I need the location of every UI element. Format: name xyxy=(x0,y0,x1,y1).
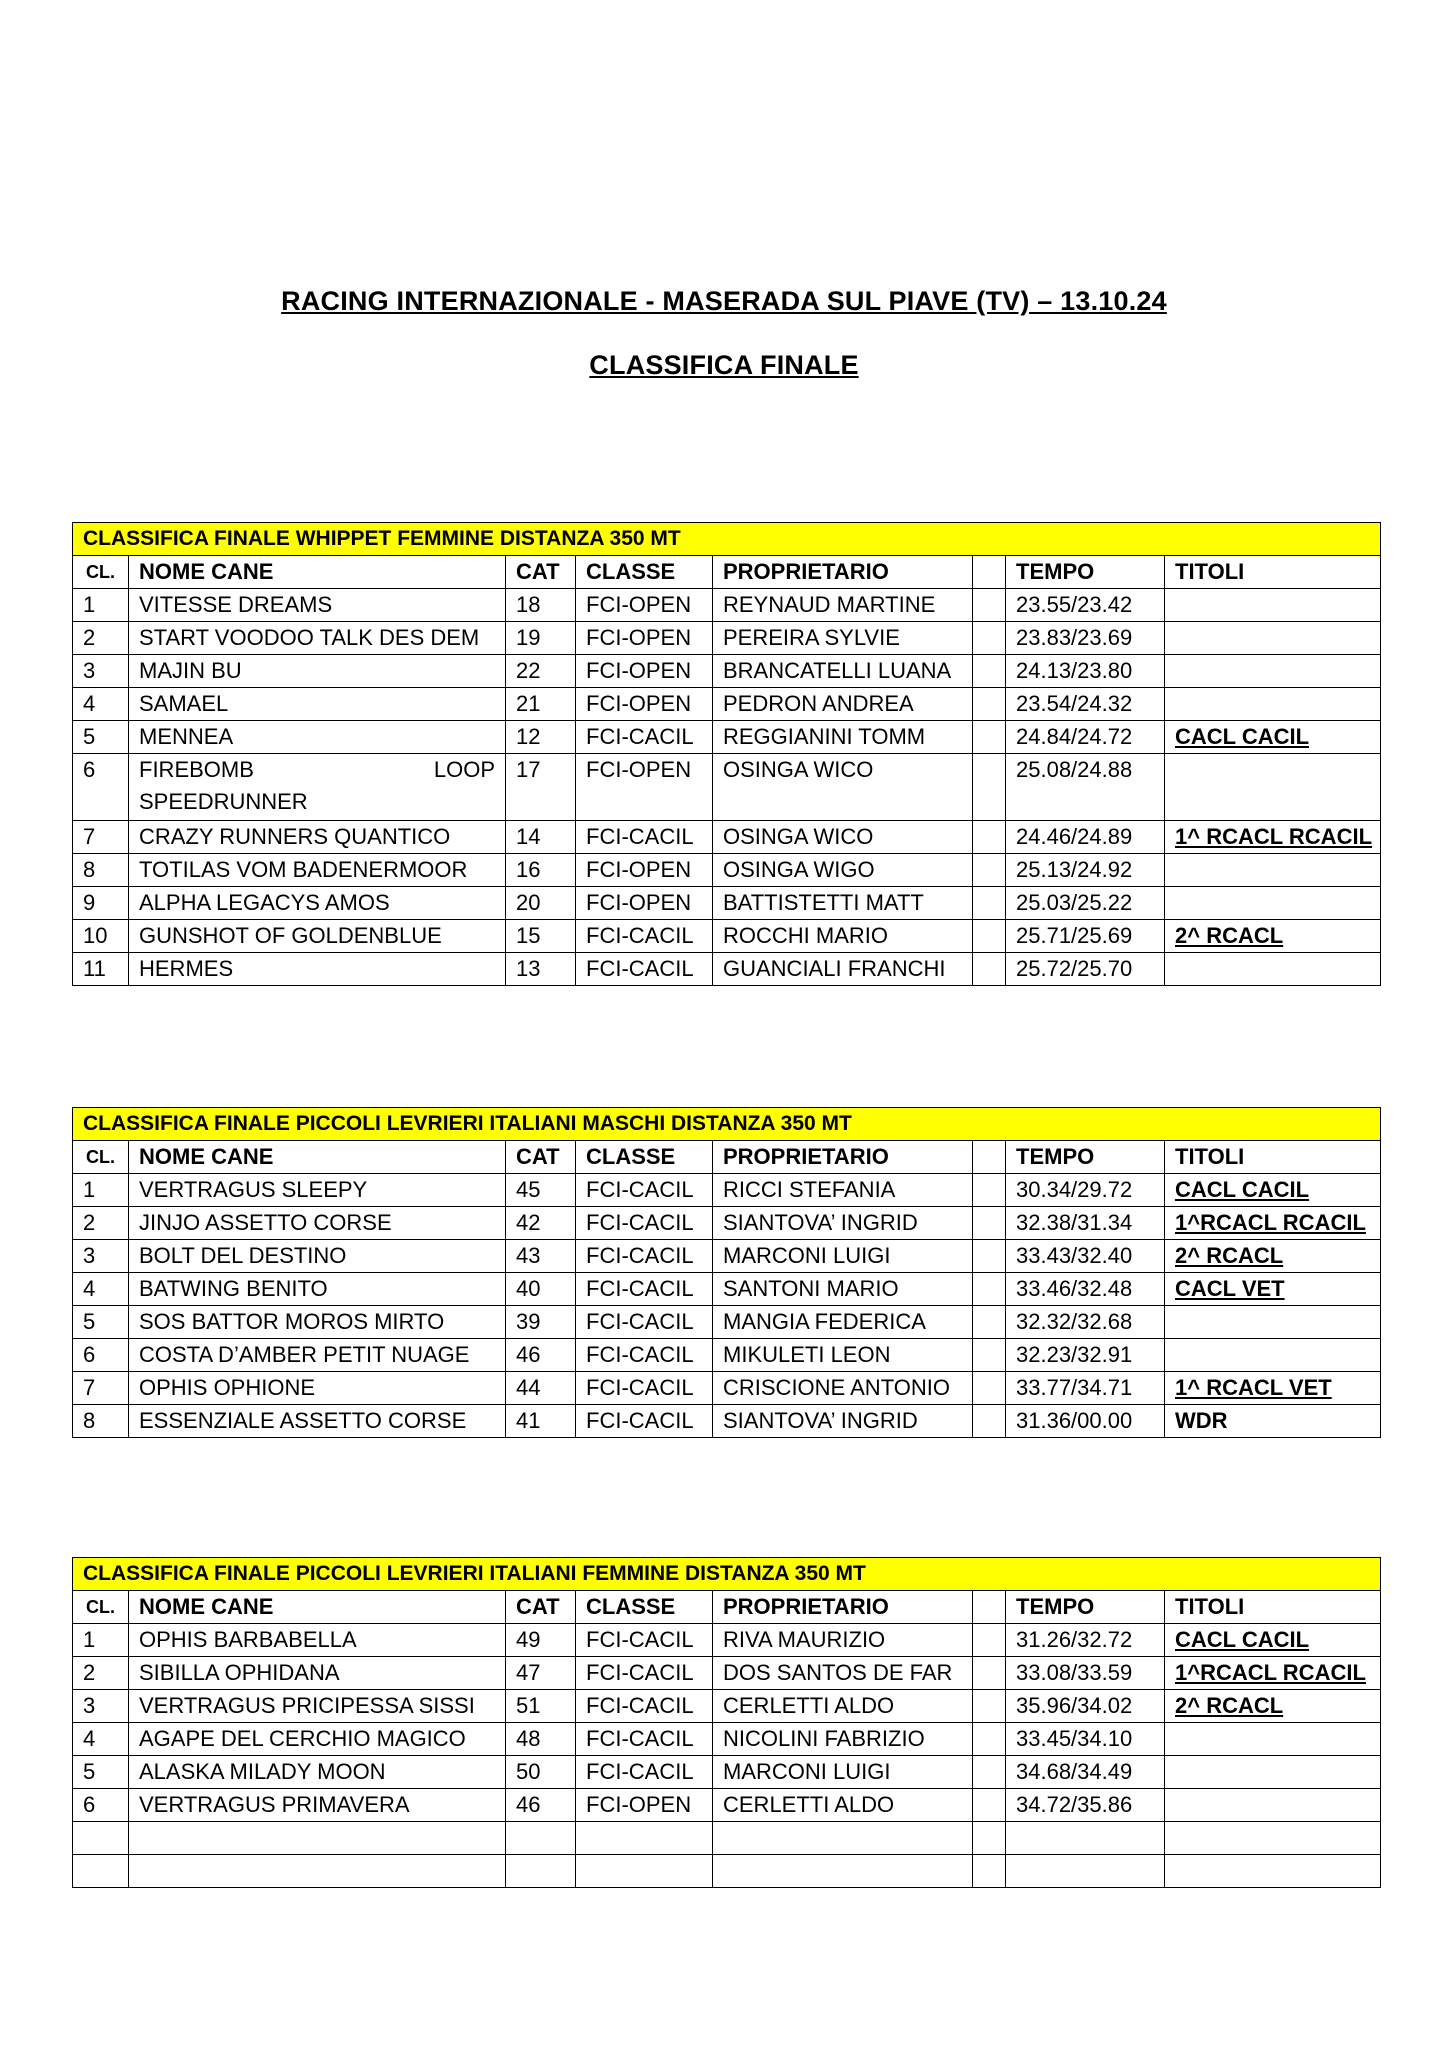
cell-tempo: 23.83/23.69 xyxy=(1006,622,1165,655)
cell-cat: 43 xyxy=(506,1240,576,1273)
cell-titoli: 1^RCACL RCACIL xyxy=(1165,1207,1381,1240)
cell-cl: 4 xyxy=(73,1723,129,1756)
column-header-tempo: TEMPO xyxy=(1006,1141,1165,1174)
cell-classe: FCI-OPEN xyxy=(576,854,713,887)
cell-titoli xyxy=(1165,953,1381,986)
cell-tempo: 31.36/00.00 xyxy=(1006,1405,1165,1438)
cell-nome-cane: SOS BATTOR MOROS MIRTO xyxy=(129,1306,506,1339)
column-header-cat: CAT xyxy=(506,1591,576,1624)
table-row xyxy=(73,1657,1381,1690)
cell-cl: 4 xyxy=(73,1273,129,1306)
cell-proprietario: CERLETTI ALDO xyxy=(713,1789,973,1822)
cell-blank xyxy=(973,1756,1006,1789)
column-header-classe: CLASSE xyxy=(576,1591,713,1624)
cell-cl xyxy=(73,1855,129,1888)
cell-tempo: 24.46/24.89 xyxy=(1006,821,1165,854)
cell-classe: FCI-CACIL xyxy=(576,1624,713,1657)
cell-proprietario: BRANCATELLI LUANA xyxy=(713,655,973,688)
cell-tempo xyxy=(1006,1822,1165,1855)
cell-cl: 7 xyxy=(73,1372,129,1405)
column-header-classe: CLASSE xyxy=(576,556,713,589)
table-row xyxy=(73,1372,1381,1405)
cell-blank xyxy=(973,1273,1006,1306)
cell-cl: 1 xyxy=(73,1624,129,1657)
cell-titoli xyxy=(1165,622,1381,655)
cell-proprietario: CRISCIONE ANTONIO xyxy=(713,1372,973,1405)
cell-nome-cane: ESSENZIALE ASSETTO CORSE xyxy=(129,1405,506,1438)
cell-proprietario: PEDRON ANDREA xyxy=(713,688,973,721)
cell-cl: 6 xyxy=(73,1789,129,1822)
cell-classe xyxy=(576,1855,713,1888)
table-title: CLASSIFICA FINALE PICCOLI LEVRIERI ITALIANI FEMMINE DISTANZA 350 MT xyxy=(73,1558,1381,1591)
cell-classe: FCI-CACIL xyxy=(576,1723,713,1756)
cell-tempo: 32.32/32.68 xyxy=(1006,1306,1165,1339)
cell-titoli xyxy=(1165,1756,1381,1789)
cell-blank xyxy=(973,655,1006,688)
cell-nome-cane: OPHIS OPHIONE xyxy=(129,1372,506,1405)
cell-cl: 5 xyxy=(73,1306,129,1339)
column-header-proprietario: PROPRIETARIO xyxy=(713,1591,973,1624)
cell-classe: FCI-OPEN xyxy=(576,688,713,721)
cell-titoli: CACL CACIL xyxy=(1165,1174,1381,1207)
cell-cl: 6 xyxy=(73,1339,129,1372)
table-row xyxy=(73,622,1381,655)
column-header-titoli: TITOLI xyxy=(1165,1141,1381,1174)
cell-tempo: 25.72/25.70 xyxy=(1006,953,1165,986)
cell-nome-cane: START VOODOO TALK DES DEM xyxy=(129,622,506,655)
cell-tempo: 25.13/24.92 xyxy=(1006,854,1165,887)
cell-titoli: 1^ RCACL VET xyxy=(1165,1372,1381,1405)
cell-cl: 2 xyxy=(73,1207,129,1240)
cell-tempo: 32.38/31.34 xyxy=(1006,1207,1165,1240)
table-row xyxy=(73,1273,1381,1306)
table-title: CLASSIFICA FINALE WHIPPET FEMMINE DISTANZA 350 MT xyxy=(73,523,1381,556)
cell-classe: FCI-OPEN xyxy=(576,622,713,655)
cell-tempo: 25.03/25.22 xyxy=(1006,887,1165,920)
table-row xyxy=(73,1690,1381,1723)
cell-cat: 46 xyxy=(506,1339,576,1372)
column-header-blank xyxy=(973,556,1006,589)
cell-cl: 10 xyxy=(73,920,129,953)
cell-proprietario: PEREIRA SYLVIE xyxy=(713,622,973,655)
cell-titoli xyxy=(1165,589,1381,622)
cell-proprietario: SIANTOVA’ INGRID xyxy=(713,1207,973,1240)
document-subtitle: CLASSIFICA FINALE xyxy=(589,350,859,380)
cell-proprietario: NICOLINI FABRIZIO xyxy=(713,1723,973,1756)
cell-cat: 14 xyxy=(506,821,576,854)
cell-tempo: 33.77/34.71 xyxy=(1006,1372,1165,1405)
table-row xyxy=(73,887,1381,920)
cell-nome-cane: SIBILLA OPHIDANA xyxy=(129,1657,506,1690)
cell-titoli: CACL VET xyxy=(1165,1273,1381,1306)
cell-classe: FCI-CACIL xyxy=(576,1273,713,1306)
cell-cl: 6 xyxy=(73,754,129,821)
table-row xyxy=(73,1789,1381,1822)
cell-blank xyxy=(973,1405,1006,1438)
column-header-nome-cane: NOME CANE xyxy=(129,1591,506,1624)
cell-nome-cane: JINJO ASSETTO CORSE xyxy=(129,1207,506,1240)
cell-blank xyxy=(973,953,1006,986)
cell-titoli xyxy=(1165,655,1381,688)
cell-blank xyxy=(973,1657,1006,1690)
cell-blank xyxy=(973,1339,1006,1372)
cell-tempo: 23.54/24.32 xyxy=(1006,688,1165,721)
cell-cat: 20 xyxy=(506,887,576,920)
cell-proprietario xyxy=(713,1822,973,1855)
cell-tempo: 24.13/23.80 xyxy=(1006,655,1165,688)
cell-tempo: 35.96/34.02 xyxy=(1006,1690,1165,1723)
column-header-titoli: TITOLI xyxy=(1165,1591,1381,1624)
cell-proprietario: SIANTOVA’ INGRID xyxy=(713,1405,973,1438)
cell-titoli xyxy=(1165,1306,1381,1339)
cell-blank xyxy=(973,887,1006,920)
cell-cl: 8 xyxy=(73,854,129,887)
cell-titoli xyxy=(1165,854,1381,887)
cell-nome-cane: MAJIN BU xyxy=(129,655,506,688)
cell-cat: 41 xyxy=(506,1405,576,1438)
table-row xyxy=(73,721,1381,754)
cell-classe: FCI-CACIL xyxy=(576,1174,713,1207)
cell-proprietario: REYNAUD MARTINE xyxy=(713,589,973,622)
cell-nome-cane: VERTRAGUS SLEEPY xyxy=(129,1174,506,1207)
cell-blank xyxy=(973,821,1006,854)
cell-nome-cane: BOLT DEL DESTINO xyxy=(129,1240,506,1273)
cell-cl: 1 xyxy=(73,589,129,622)
cell-cat xyxy=(506,1855,576,1888)
cell-cl: 5 xyxy=(73,1756,129,1789)
table-row xyxy=(73,589,1381,622)
cell-blank xyxy=(973,721,1006,754)
cell-titoli: 1^ RCACL RCACIL xyxy=(1165,821,1381,854)
cell-proprietario xyxy=(713,1855,973,1888)
cell-proprietario: ROCCHI MARIO xyxy=(713,920,973,953)
cell-blank xyxy=(973,920,1006,953)
cell-proprietario: REGGIANINI TOMM xyxy=(713,721,973,754)
cell-cat: 46 xyxy=(506,1789,576,1822)
cell-blank xyxy=(973,1372,1006,1405)
cell-tempo: 33.46/32.48 xyxy=(1006,1273,1165,1306)
cell-cl: 1 xyxy=(73,1174,129,1207)
cell-cat: 50 xyxy=(506,1756,576,1789)
cell-cl: 3 xyxy=(73,1240,129,1273)
cell-blank xyxy=(973,622,1006,655)
column-header-cat: CAT xyxy=(506,1141,576,1174)
cell-titoli xyxy=(1165,1822,1381,1855)
cell-titoli: CACL CACIL xyxy=(1165,1624,1381,1657)
table-row xyxy=(73,821,1381,854)
cell-nome-cane: OPHIS BARBABELLA xyxy=(129,1624,506,1657)
cell-proprietario: MARCONI LUIGI xyxy=(713,1240,973,1273)
cell-cl: 3 xyxy=(73,655,129,688)
cell-nome-cane: VERTRAGUS PRICIPESSA SISSI xyxy=(129,1690,506,1723)
cell-nome-cane: HERMES xyxy=(129,953,506,986)
cell-blank xyxy=(973,1855,1006,1888)
table-row xyxy=(73,1756,1381,1789)
cell-tempo: 32.23/32.91 xyxy=(1006,1339,1165,1372)
results-table-pli-maschi xyxy=(72,1107,1381,1438)
cell-classe: FCI-CACIL xyxy=(576,1372,713,1405)
cell-blank xyxy=(973,1690,1006,1723)
cell-nome-cane xyxy=(129,1855,506,1888)
cell-proprietario: MARCONI LUIGI xyxy=(713,1756,973,1789)
results-table-whippet-femmine xyxy=(72,522,1381,986)
cell-cat: 42 xyxy=(506,1207,576,1240)
cell-classe: FCI-CACIL xyxy=(576,1306,713,1339)
cell-classe: FCI-CACIL xyxy=(576,721,713,754)
column-header-cl: CL. xyxy=(73,556,129,589)
cell-nome-cane: ALPHA LEGACYS AMOS xyxy=(129,887,506,920)
cell-cl: 7 xyxy=(73,821,129,854)
cell-proprietario: OSINGA WICO xyxy=(713,821,973,854)
table-row xyxy=(73,1405,1381,1438)
cell-proprietario: OSINGA WICO xyxy=(713,754,973,821)
cell-blank xyxy=(973,1822,1006,1855)
cell-blank xyxy=(973,1723,1006,1756)
cell-cat: 47 xyxy=(506,1657,576,1690)
cell-nome-cane: TOTILAS VOM BADENERMOOR xyxy=(129,854,506,887)
cell-classe: FCI-CACIL xyxy=(576,1339,713,1372)
cell-cat: 48 xyxy=(506,1723,576,1756)
cell-nome-cane: VERTRAGUS PRIMAVERA xyxy=(129,1789,506,1822)
cell-titoli: 2^ RCACL xyxy=(1165,920,1381,953)
cell-cat: 19 xyxy=(506,622,576,655)
cell-proprietario: RIVA MAURIZIO xyxy=(713,1624,973,1657)
cell-cat: 15 xyxy=(506,920,576,953)
table-row xyxy=(73,1174,1381,1207)
cell-classe xyxy=(576,1822,713,1855)
table-row xyxy=(73,1240,1381,1273)
cell-cat: 39 xyxy=(506,1306,576,1339)
table-row xyxy=(73,1339,1381,1372)
cell-proprietario: OSINGA WIGO xyxy=(713,854,973,887)
cell-tempo: 30.34/29.72 xyxy=(1006,1174,1165,1207)
cell-cl: 9 xyxy=(73,887,129,920)
cell-cat: 21 xyxy=(506,688,576,721)
column-header-tempo: TEMPO xyxy=(1006,556,1165,589)
column-header-cl: CL. xyxy=(73,1591,129,1624)
cell-nome-cane: SAMAEL xyxy=(129,688,506,721)
table-row xyxy=(73,953,1381,986)
cell-titoli xyxy=(1165,1723,1381,1756)
cell-tempo: 34.72/35.86 xyxy=(1006,1789,1165,1822)
dog-name-part: SPEEDRUNNER xyxy=(139,789,308,814)
table-row xyxy=(73,920,1381,953)
column-header-proprietario: PROPRIETARIO xyxy=(713,1141,973,1174)
cell-proprietario: SANTONI MARIO xyxy=(713,1273,973,1306)
cell-nome-cane: MENNEA xyxy=(129,721,506,754)
cell-cat xyxy=(506,1822,576,1855)
cell-nome-cane xyxy=(129,754,506,821)
cell-titoli: 2^ RCACL xyxy=(1165,1690,1381,1723)
cell-classe: FCI-CACIL xyxy=(576,1756,713,1789)
cell-blank xyxy=(973,854,1006,887)
cell-proprietario: DOS SANTOS DE FAR xyxy=(713,1657,973,1690)
cell-cl: 8 xyxy=(73,1405,129,1438)
cell-classe: FCI-OPEN xyxy=(576,1789,713,1822)
cell-cl: 4 xyxy=(73,688,129,721)
cell-cat: 22 xyxy=(506,655,576,688)
table-row xyxy=(73,688,1381,721)
column-header-nome-cane: NOME CANE xyxy=(129,556,506,589)
cell-tempo: 33.45/34.10 xyxy=(1006,1723,1165,1756)
cell-cat: 44 xyxy=(506,1372,576,1405)
cell-proprietario: GUANCIALI FRANCHI xyxy=(713,953,973,986)
cell-tempo: 33.43/32.40 xyxy=(1006,1240,1165,1273)
cell-tempo: 23.55/23.42 xyxy=(1006,589,1165,622)
column-header-blank xyxy=(973,1141,1006,1174)
table-row xyxy=(73,1822,1381,1855)
cell-classe: FCI-CACIL xyxy=(576,1207,713,1240)
cell-blank xyxy=(973,1174,1006,1207)
cell-tempo: 24.84/24.72 xyxy=(1006,721,1165,754)
cell-classe: FCI-OPEN xyxy=(576,887,713,920)
cell-titoli: 1^RCACL RCACIL xyxy=(1165,1657,1381,1690)
cell-proprietario: MANGIA FEDERICA xyxy=(713,1306,973,1339)
cell-titoli xyxy=(1165,887,1381,920)
cell-titoli xyxy=(1165,1789,1381,1822)
column-header-blank xyxy=(973,1591,1006,1624)
cell-proprietario: RICCI STEFANIA xyxy=(713,1174,973,1207)
table-row xyxy=(73,854,1381,887)
cell-tempo: 34.68/34.49 xyxy=(1006,1756,1165,1789)
cell-cat: 51 xyxy=(506,1690,576,1723)
cell-classe: FCI-CACIL xyxy=(576,953,713,986)
column-header-cl: CL. xyxy=(73,1141,129,1174)
results-table-pli-femmine xyxy=(72,1557,1381,1888)
dog-name-part: FIREBOMB xyxy=(139,757,254,782)
cell-cl: 2 xyxy=(73,1657,129,1690)
cell-blank xyxy=(973,1240,1006,1273)
cell-nome-cane: GUNSHOT OF GOLDENBLUE xyxy=(129,920,506,953)
cell-tempo: 31.26/32.72 xyxy=(1006,1624,1165,1657)
cell-classe: FCI-CACIL xyxy=(576,1240,713,1273)
cell-classe: FCI-OPEN xyxy=(576,754,713,821)
cell-classe: FCI-OPEN xyxy=(576,655,713,688)
cell-titoli: CACL CACIL xyxy=(1165,721,1381,754)
cell-titoli xyxy=(1165,688,1381,721)
column-header-tempo: TEMPO xyxy=(1006,1591,1165,1624)
column-header-titoli: TITOLI xyxy=(1165,556,1381,589)
cell-nome-cane: BATWING BENITO xyxy=(129,1273,506,1306)
cell-nome-cane: VITESSE DREAMS xyxy=(129,589,506,622)
cell-cat: 18 xyxy=(506,589,576,622)
cell-nome-cane: CRAZY RUNNERS QUANTICO xyxy=(129,821,506,854)
cell-classe: FCI-CACIL xyxy=(576,1657,713,1690)
cell-nome-cane: AGAPE DEL CERCHIO MAGICO xyxy=(129,1723,506,1756)
cell-blank xyxy=(973,754,1006,821)
column-header-proprietario: PROPRIETARIO xyxy=(713,556,973,589)
cell-blank xyxy=(973,589,1006,622)
cell-nome-cane: ALASKA MILADY MOON xyxy=(129,1756,506,1789)
cell-cl: 2 xyxy=(73,622,129,655)
column-header-classe: CLASSE xyxy=(576,1141,713,1174)
cell-classe: FCI-CACIL xyxy=(576,1405,713,1438)
cell-proprietario: MIKULETI LEON xyxy=(713,1339,973,1372)
cell-titoli: 2^ RCACL xyxy=(1165,1240,1381,1273)
cell-blank xyxy=(973,1789,1006,1822)
table-row xyxy=(73,1207,1381,1240)
cell-blank xyxy=(973,1624,1006,1657)
table-row xyxy=(73,655,1381,688)
cell-proprietario: CERLETTI ALDO xyxy=(713,1690,973,1723)
table-row xyxy=(73,754,1381,821)
cell-blank xyxy=(973,1207,1006,1240)
cell-tempo: 25.71/25.69 xyxy=(1006,920,1165,953)
cell-blank xyxy=(973,688,1006,721)
cell-cl xyxy=(73,1822,129,1855)
cell-nome-cane xyxy=(129,1822,506,1855)
cell-titoli: WDR xyxy=(1165,1405,1381,1438)
cell-cat: 45 xyxy=(506,1174,576,1207)
cell-classe: FCI-OPEN xyxy=(576,589,713,622)
cell-tempo xyxy=(1006,1855,1165,1888)
cell-cat: 40 xyxy=(506,1273,576,1306)
cell-classe: FCI-CACIL xyxy=(576,1690,713,1723)
dog-name-part: LOOP xyxy=(433,757,495,782)
column-header-cat: CAT xyxy=(506,556,576,589)
cell-tempo: 25.08/24.88 xyxy=(1006,754,1165,821)
table-row xyxy=(73,1723,1381,1756)
cell-titoli xyxy=(1165,1855,1381,1888)
cell-nome-cane: COSTA D’AMBER PETIT NUAGE xyxy=(129,1339,506,1372)
table-row xyxy=(73,1306,1381,1339)
cell-classe: FCI-CACIL xyxy=(576,821,713,854)
cell-cl: 5 xyxy=(73,721,129,754)
cell-cat: 17 xyxy=(506,754,576,821)
column-header-nome-cane: NOME CANE xyxy=(129,1141,506,1174)
table-row xyxy=(73,1624,1381,1657)
table-title: CLASSIFICA FINALE PICCOLI LEVRIERI ITALIANI MASCHI DISTANZA 350 MT xyxy=(73,1108,1381,1141)
cell-cat: 13 xyxy=(506,953,576,986)
cell-cat: 49 xyxy=(506,1624,576,1657)
cell-blank xyxy=(973,1306,1006,1339)
table-row xyxy=(73,1855,1381,1888)
cell-titoli xyxy=(1165,1339,1381,1372)
cell-tempo: 33.08/33.59 xyxy=(1006,1657,1165,1690)
document-title: RACING INTERNAZIONALE - MASERADA SUL PIAVE (TV) – 13.10.24 xyxy=(281,286,1167,316)
cell-cl: 3 xyxy=(73,1690,129,1723)
cell-cat: 12 xyxy=(506,721,576,754)
cell-classe: FCI-CACIL xyxy=(576,920,713,953)
cell-cat: 16 xyxy=(506,854,576,887)
cell-cl: 11 xyxy=(73,953,129,986)
cell-proprietario: BATTISTETTI MATT xyxy=(713,887,973,920)
cell-titoli xyxy=(1165,754,1381,821)
